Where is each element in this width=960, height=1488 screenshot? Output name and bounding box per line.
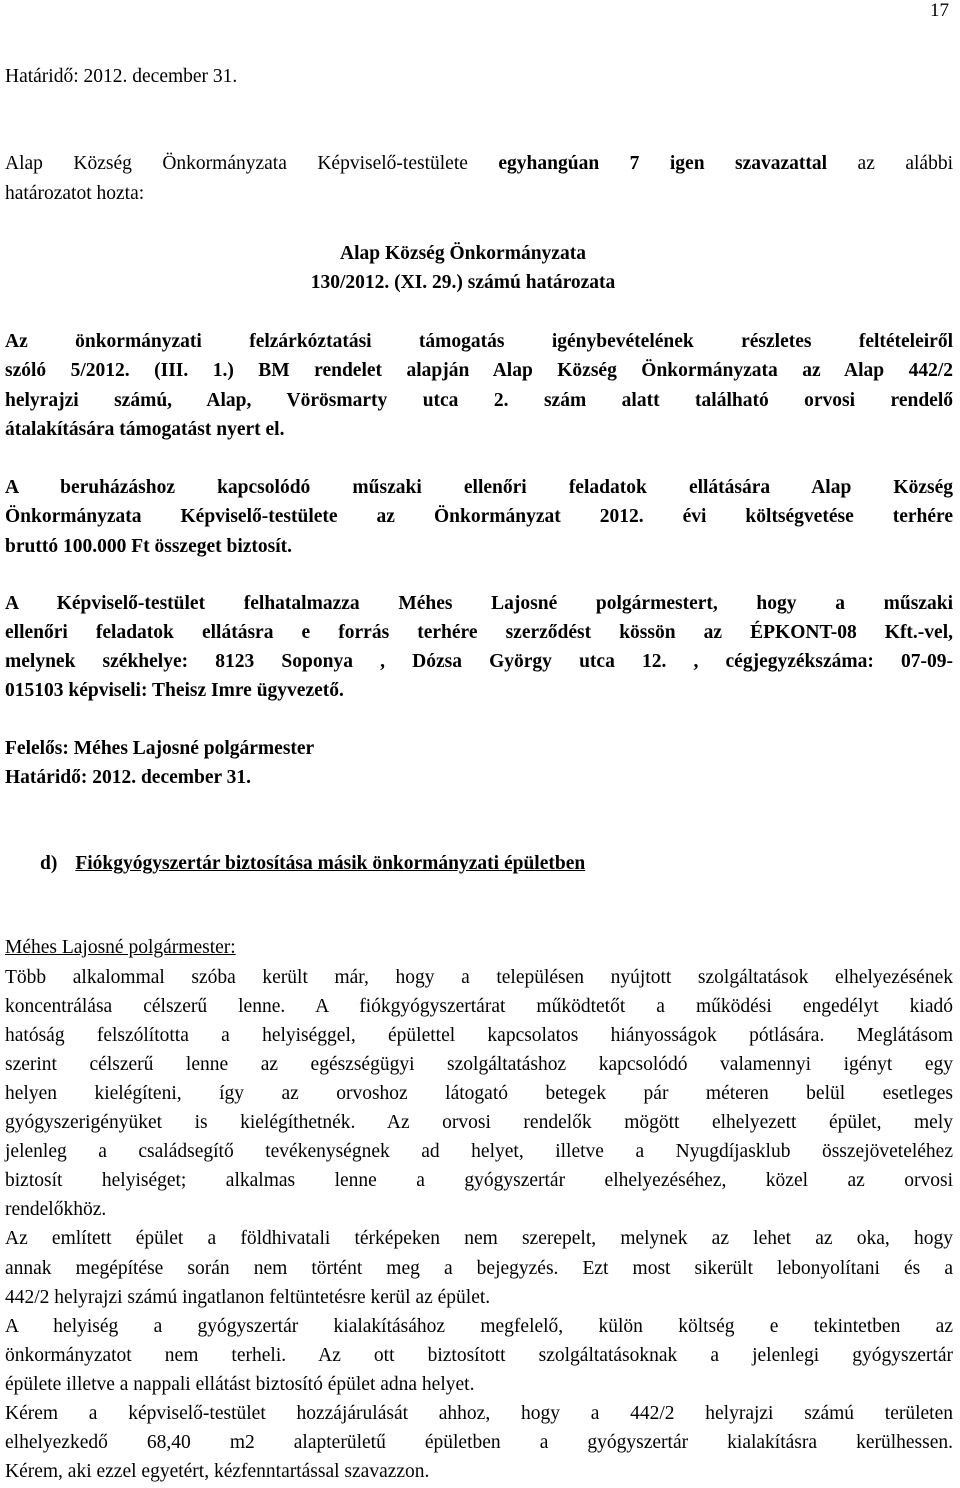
- resolution-para1-line: helyrajzi számú, Alap, Vörösmarty utca 2. szám alatt található orvosi rendelő: [5, 390, 953, 411]
- resolution-number: 130/2012. (XI. 29.) számú határozata: [310, 272, 616, 293]
- speech-line: elhelyezkedő 68,40 m2 alapterületű épületben a gyógyszertár kialakításra kerülhessen.: [5, 1431, 953, 1453]
- resolution-para3-line: ellenőri feladatok ellátásra e forrás terhére szerződést kössön az ÉPKONT-08 Kft.-vel,: [5, 622, 953, 643]
- resolution-issuer: Alap Község Önkormányzata: [340, 243, 586, 264]
- resolution-para1-line: átalakítására támogatást nyert el.: [5, 419, 285, 440]
- section-d-title: Fiókgyógyszertár biztosítása másik önkormányzati épületben: [75, 853, 586, 874]
- vote-statement-pre: Alap Község Önkormányzata Képviselő-testülete: [5, 153, 499, 174]
- resolution-para1-line: Az önkormányzati felzárkóztatási támogatás igénybevételének részletes feltételeiről: [5, 331, 953, 352]
- resolution-para3-line: 015103 képviseli: Theisz Imre ügyvezető.: [5, 680, 344, 701]
- responsible-person: Felelős: Méhes Lajosné polgármester: [5, 738, 315, 759]
- resolution-para1-line: szóló 5/2012. (III. 1.) BM rendelet alapján Alap Község Önkormányzata az Alap 442/2: [5, 360, 953, 381]
- resolution-para3-line: melynek székhelye: 8123 Soponya , Dózsa György utca 12. , cégjegyzékszáma: 07-09-: [5, 651, 953, 672]
- speech-line: A helyiség a gyógyszertár kialakításához megfelelő, külön költség e tekintetben az: [5, 1315, 953, 1337]
- vote-statement-post: az alábbi: [827, 153, 953, 174]
- speech-line: jelenleg a családsegítő tevékenységnek ad helyet, illetve a Nyugdíjasklub összejöveteléhez: [5, 1141, 953, 1163]
- vote-statement-line1: [5, 153, 953, 175]
- resolution-para2-line: Önkormányzata Képviselő-testülete az Önkormányzat 2012. évi költségvetése terhére: [5, 506, 953, 527]
- speech-line: hatóság felszólította a helyiséggel, épülettel kapcsolatos hiányosságok pótlására. Meglátásom: [5, 1025, 953, 1047]
- speech-line: épülete illetve a nappali ellátást biztosító épület adna helyet.: [5, 1373, 475, 1395]
- speech-line: önkormányzatot nem terheli. Az ott biztosított szolgáltatásoknak a jelenlegi gyógyszertár: [5, 1344, 953, 1366]
- speech-line: Az említett épület a földhivatali térképeken nem szerepelt, melynek az lehet az oka, hogy: [5, 1228, 953, 1250]
- page-number: 17: [930, 0, 949, 21]
- speech-line: annak megépítése során nem történt meg a bejegyzés. Ezt most sikerült lebonyolítani és a: [5, 1257, 953, 1279]
- resolution-deadline: Határidő: 2012. december 31.: [5, 767, 252, 788]
- section-d-heading: [40, 853, 585, 875]
- speech-line: szerint célszerű lenne az egészségügyi szolgáltatáshoz kapcsolódó valamennyi igényt egy: [5, 1054, 953, 1076]
- speech-line: rendelőkhöz.: [5, 1199, 107, 1221]
- speech-line: Több alkalommal szóba került már, hogy a településen nyújtott szolgáltatások elhelyezésének: [5, 967, 953, 988]
- speech-line: 442/2 helyrajzi számú ingatlanon feltüntetésre kerül az épület.: [5, 1286, 491, 1308]
- resolution-para2-line: A beruházáshoz kapcsolódó műszaki ellenőri feladatok ellátására Alap Község: [5, 477, 953, 498]
- vote-result: egyhangúan 7 igen szavazattal: [498, 153, 828, 174]
- vote-statement-line2: határozatot hozta:: [5, 183, 145, 204]
- section-d-letter: d): [40, 853, 58, 874]
- speech-line: gyógyszerigényüket is kielégíthetnék. Az orvosi rendelők mögött elhelyezett épület, mely: [5, 1112, 953, 1134]
- speech-line: koncentrálása célszerű lenne. A fiókgyógyszertárat működtetőt a működési engedélyt kiadó: [5, 996, 953, 1018]
- resolution-para2-line: bruttó 100.000 Ft összeget biztosít.: [5, 536, 293, 557]
- speech-line: Kérem a képviselő-testület hozzájárulását ahhoz, hogy a 442/2 helyrajzi számú területen: [5, 1402, 953, 1424]
- resolution-para3-line: A Képviselő-testület felhatalmazza Méhes Lajosné polgármestert, hogy a műszaki: [5, 593, 953, 614]
- speech-line: Kérem, aki ezzel egyetért, kézfenntartással szavazzon.: [5, 1460, 430, 1482]
- top-deadline: Határidő: 2012. december 31.: [5, 66, 238, 87]
- speech-line: helyen kielégíteni, így az orvoshoz látogató betegek pár méteren belül esetleges: [5, 1083, 953, 1105]
- speech-line: biztosít helyiséget; alkalmas lenne a gyógyszertár elhelyezéséhez, közel az orvosi: [5, 1170, 953, 1192]
- speaker-name: Méhes Lajosné polgármester:: [5, 937, 236, 958]
